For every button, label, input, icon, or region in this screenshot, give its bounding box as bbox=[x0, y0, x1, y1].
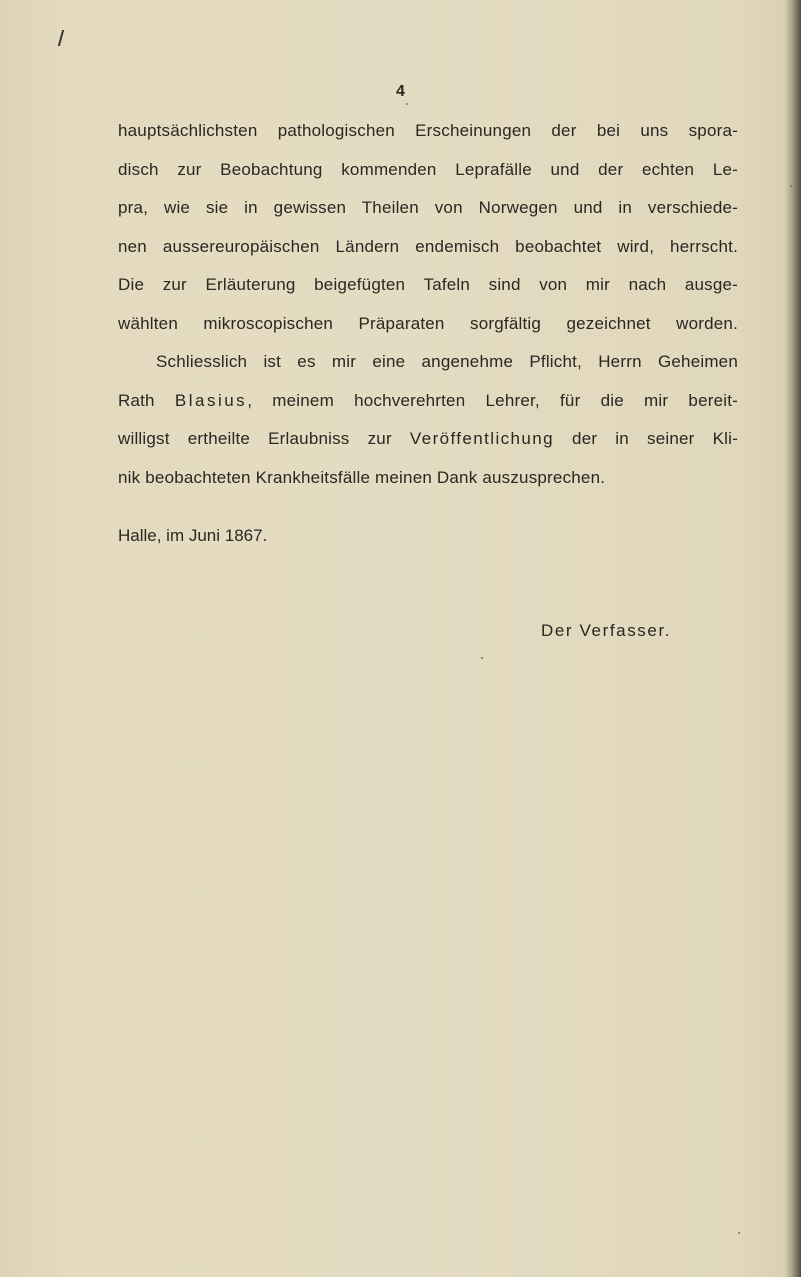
signature-text: Der Verfasser. bbox=[541, 621, 672, 640]
text-line: Die zur Erläuterung beigefügten Tafeln sind von mir nach ausge- bbox=[118, 275, 738, 294]
text-line: hauptsächlichsten pathologischen Erscheinungen der bei uns spora- bbox=[118, 121, 738, 140]
text-line: nen aussereuropäischen Ländern endemisch beobachtet wird, herrscht. bbox=[118, 236, 738, 256]
text-fragment: willigst ertheilte Erlaubniss zur bbox=[118, 429, 410, 448]
paper-speck bbox=[738, 1232, 740, 1234]
text-line bbox=[118, 382, 738, 421]
text-fragment: , meinem hochverehrten Lehrer, für die mir bereit- bbox=[247, 390, 738, 410]
text-fragment: der in seiner Kli- bbox=[553, 429, 738, 448]
text-line bbox=[118, 420, 738, 459]
person-name: Blasius bbox=[174, 390, 248, 410]
place-date: Halle, im Juni 1867. bbox=[118, 526, 268, 545]
emphasized-word: Veröffentlichung bbox=[409, 429, 554, 448]
text-fragment: Rath bbox=[118, 390, 175, 410]
text-line: Schliesslich ist es mir eine angenehme Pflicht, Herrn Geheimen bbox=[156, 352, 738, 371]
paper-speck bbox=[790, 185, 792, 187]
text-line: pra, wie sie in gewissen Theilen von Norwegen und in verschiede- bbox=[118, 198, 738, 217]
text-line: wählten mikroscopischen Präparaten sorgfältig gezeichnet worden. bbox=[118, 313, 738, 333]
signature bbox=[541, 621, 671, 641]
page-number: 4 bbox=[396, 83, 405, 100]
paper-speck bbox=[406, 103, 408, 105]
body-text bbox=[118, 112, 738, 497]
page-edge-shadow bbox=[785, 0, 801, 1277]
margin-mark bbox=[58, 30, 64, 46]
paper-speck bbox=[481, 657, 483, 659]
text-line: disch zur Beobachtung kommenden Leprafälle und der echten Le- bbox=[118, 159, 738, 179]
text-line: nik beobachteten Krankheitsfälle meinen Dank auszusprechen. bbox=[118, 467, 606, 487]
